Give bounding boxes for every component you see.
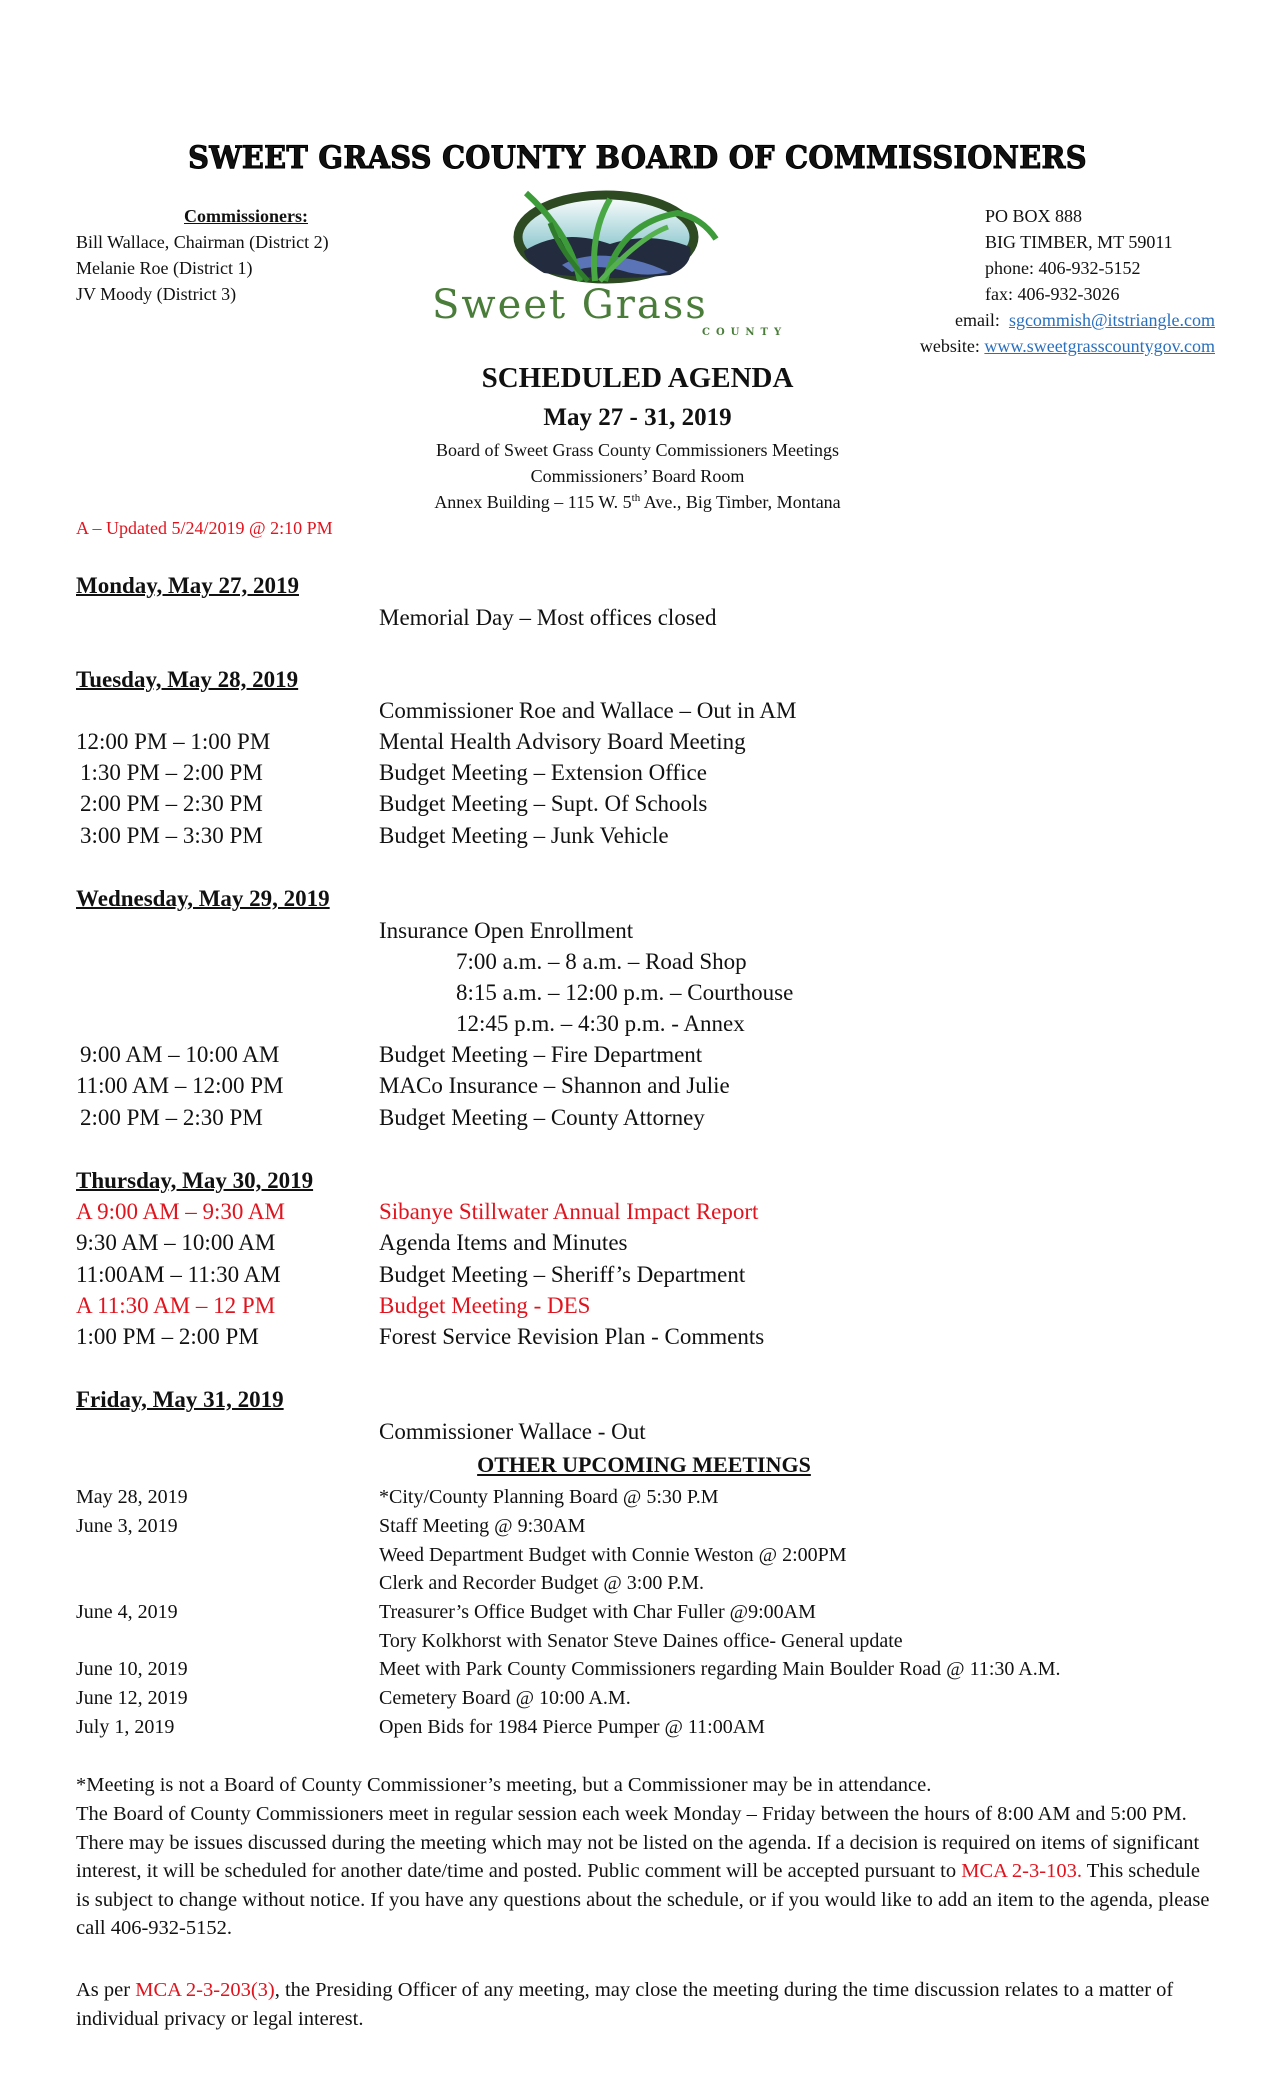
agenda-time: 1:00 PM – 2:00 PM [76, 1324, 259, 1349]
commissioners-label: Commissioners: [184, 206, 308, 226]
county-logo [420, 187, 860, 357]
meeting-desc: Treasurer’s Office Budget with Char Fuller @9:00AM [379, 1601, 816, 1623]
agenda-time: 9:00 AM – 10:00 AM [80, 1042, 280, 1067]
email-row [955, 307, 1215, 333]
day-heading-monday: Monday, May 27, 2019 [76, 573, 299, 598]
page-title: SWEET GRASS COUNTY BOARD OF COMMISSIONERS [188, 140, 1087, 176]
po-box: PO BOX 888 [985, 206, 1083, 226]
agenda-item: Commissioner Wallace - Out [379, 1419, 646, 1444]
footer-text: This schedule is subject to change without notice. If you have any questions about the schedule, or if you would like to add an item to the agenda, please call 406-932-5152. [76, 1860, 1210, 1940]
footer-note: *Meeting is not a Board of County Commissioner’s meeting, but a Commissioner may be in attendance. [76, 1774, 932, 1796]
agenda-line2: Commissioners’ Board Room [530, 466, 745, 486]
commissioner-3: JV Moody (District 3) [76, 284, 237, 304]
logo-county: COUNTY [702, 327, 788, 338]
agenda-item-amended: Sibanye Stillwater Annual Impact Report [379, 1199, 759, 1224]
agenda-heading: SCHEDULED AGENDA [481, 362, 794, 394]
agenda-time: 2:00 PM – 2:30 PM [80, 1105, 263, 1130]
commissioner-1: Bill Wallace, Chairman (District 2) [76, 232, 329, 252]
website-link[interactable]: www.sweetgrasscountygov.com [984, 336, 1215, 356]
agenda-time-amended: A 11:30 AM – 12 PM [76, 1293, 276, 1318]
agenda-item: Memorial Day – Most offices closed [379, 605, 717, 630]
footer-text: As per [76, 1979, 136, 2001]
email-link[interactable]: sgcommish@itstriangle.com [1008, 310, 1215, 330]
agenda-item: Budget Meeting – Fire Department [379, 1042, 703, 1067]
agenda-item: Agenda Items and Minutes [379, 1230, 628, 1255]
footer-paragraph-2 [76, 1976, 1216, 2033]
meeting-desc: *City/County Planning Board @ 5:30 P.M [379, 1486, 719, 1508]
footer-paragraph-1 [76, 1800, 1216, 1943]
agenda-time-amended: A 9:00 AM – 9:30 AM [76, 1199, 285, 1224]
meeting-desc: Weed Department Budget with Connie Weston @ 2:00PM [379, 1544, 847, 1566]
agenda-item: Budget Meeting – Extension Office [379, 760, 707, 785]
agenda-item: Insurance Open Enrollment [379, 918, 634, 943]
day-heading-thursday: Thursday, May 30, 2019 [76, 1168, 314, 1193]
agenda-subitem: 12:45 p.m. – 4:30 p.m. - Annex [456, 1011, 745, 1036]
meeting-desc: Cemetery Board @ 10:00 A.M. [379, 1687, 631, 1709]
address-sup: th [631, 492, 641, 504]
agenda-item: Budget Meeting – County Attorney [379, 1105, 705, 1130]
agenda-time: 3:00 PM – 3:30 PM [80, 823, 263, 848]
agenda-item: Mental Health Advisory Board Meeting [379, 729, 746, 754]
phone: phone: 406-932-5152 [985, 258, 1141, 278]
meeting-desc: Tory Kolkhorst with Senator Steve Daines office- General update [379, 1630, 903, 1652]
commissioner-2: Melanie Roe (District 1) [76, 258, 253, 278]
agenda-item: MACo Insurance – Shannon and Julie [379, 1073, 730, 1098]
agenda-line1: Board of Sweet Grass County Commissioners Meetings [436, 440, 839, 460]
agenda-item-amended: Budget Meeting - DES [379, 1293, 591, 1318]
email-label: email: [954, 310, 1000, 330]
agenda-time: 2:00 PM – 2:30 PM [80, 791, 263, 816]
agenda-subitem: 7:00 a.m. – 8 a.m. – Road Shop [456, 949, 747, 974]
agenda-line3 [0, 489, 1275, 515]
agenda-time: 11:00AM – 11:30 AM [76, 1262, 281, 1287]
website-row [920, 333, 1215, 359]
meeting-desc: Staff Meeting @ 9:30AM [379, 1515, 586, 1537]
agenda-item: Commissioner Roe and Wallace – Out in AM [379, 698, 797, 723]
footer-text: , the Presiding Officer of any meeting, may close the meeting during the time discussion relates to a matter of individual privacy or legal interest. [76, 1979, 1174, 2030]
day-heading-friday: Friday, May 31, 2019 [76, 1387, 284, 1412]
agenda-item: Forest Service Revision Plan - Comments [379, 1324, 765, 1349]
other-meetings-heading: OTHER UPCOMING MEETINGS [477, 1452, 811, 1477]
meeting-date: July 1, 2019 [76, 1716, 175, 1738]
agenda-dates: May 27 - 31, 2019 [543, 404, 732, 431]
agenda-time: 12:00 PM – 1:00 PM [76, 729, 271, 754]
logo-wordmark: Sweet Grass [432, 282, 708, 328]
meeting-desc: Clerk and Recorder Budget @ 3:00 P.M. [379, 1572, 705, 1594]
address-text: Annex Building – 115 W. 5 [434, 492, 632, 512]
updated-note: A – Updated 5/24/2019 @ 2:10 PM [76, 518, 333, 538]
meeting-date: June 10, 2019 [76, 1658, 188, 1680]
agenda-item: Budget Meeting – Sheriff’s Department [379, 1262, 746, 1287]
day-heading-wednesday: Wednesday, May 29, 2019 [76, 886, 330, 911]
meeting-desc: Open Bids for 1984 Pierce Pumper @ 11:00AM [379, 1716, 765, 1738]
footer-text: The Board of County Commissioners meet in regular session each week Monday – Friday between the hours of 8:00 AM and 5:00 PM. There may be issues discussed during the meeting which may not be listed on the agenda. If a decision is required on items of significant interest, it will be scheduled for another date/time and posted. Public comment will be accepted pursuant to [76, 1803, 1200, 1883]
meeting-date: June 3, 2019 [76, 1515, 178, 1537]
mca-2-3-103-link[interactable]: MCA 2-3-103. [961, 1860, 1082, 1883]
agenda-subitem: 8:15 a.m. – 12:00 p.m. – Courthouse [456, 980, 794, 1005]
meeting-date: May 28, 2019 [76, 1486, 188, 1508]
day-heading-tuesday: Tuesday, May 28, 2019 [76, 667, 299, 692]
agenda-time: 11:00 AM – 12:00 PM [76, 1073, 284, 1098]
mca-2-3-203-link[interactable]: MCA 2-3-203(3) [135, 1979, 275, 2001]
agenda-time: 9:30 AM – 10:00 AM [76, 1230, 276, 1255]
meeting-desc: Meet with Park County Commissioners regarding Main Boulder Road @ 11:30 A.M. [379, 1658, 1061, 1680]
meeting-date: June 4, 2019 [76, 1601, 178, 1623]
city-state-zip: BIG TIMBER, MT 59011 [985, 232, 1173, 252]
agenda-time: 1:30 PM – 2:00 PM [80, 760, 263, 785]
fax: fax: 406-932-3026 [985, 284, 1120, 304]
meeting-date: June 12, 2019 [76, 1687, 188, 1709]
agenda-item: Budget Meeting – Supt. Of Schools [379, 791, 708, 816]
website-label: website: [919, 336, 980, 356]
address-text-end: Ave., Big Timber, Montana [640, 492, 841, 512]
grass-logo-icon [420, 187, 860, 287]
agenda-item: Budget Meeting – Junk Vehicle [379, 823, 669, 848]
